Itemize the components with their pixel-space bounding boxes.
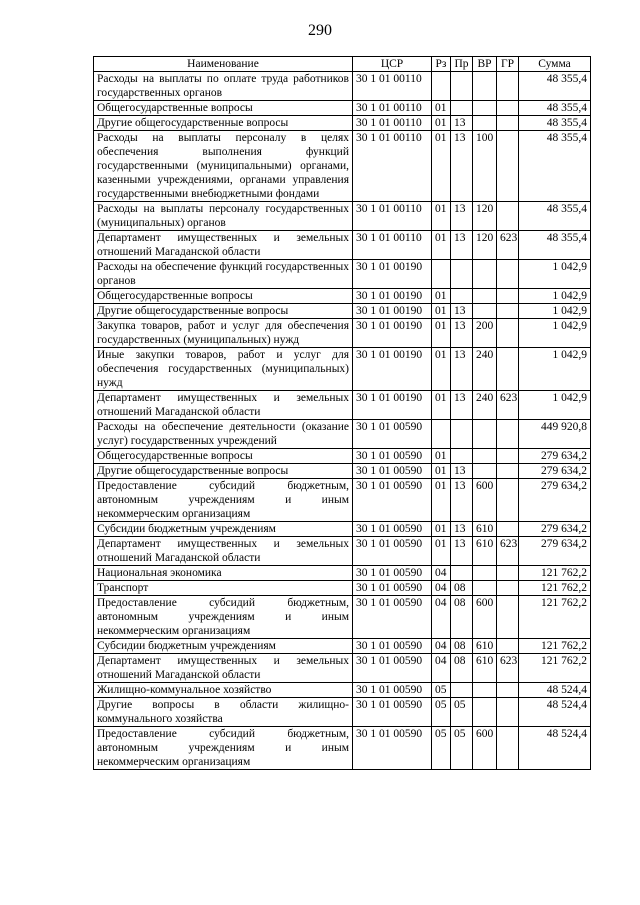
cell-sum: 1 042,9	[519, 348, 591, 391]
cell-vr	[473, 698, 497, 727]
cell-sum: 48 524,4	[519, 683, 591, 698]
cell-name: Другие вопросы в области жилищно-коммунального хозяйства	[94, 698, 353, 727]
cell-vr	[473, 449, 497, 464]
cell-sum: 1 042,9	[519, 260, 591, 289]
cell-vr	[473, 683, 497, 698]
cell-csr: 30 1 01 00190	[353, 348, 432, 391]
cell-name: Расходы на выплаты персоналу государственных (муниципальных) органов	[94, 202, 353, 231]
cell-name: Расходы на выплаты по оплате труда работников государственных органов	[94, 72, 353, 101]
cell-name: Департамент имущественных и земельных отношений Магаданской области	[94, 231, 353, 260]
cell-name: Другие общегосударственные вопросы	[94, 464, 353, 479]
cell-vr: 610	[473, 639, 497, 654]
header-csr: ЦСР	[353, 57, 432, 72]
table-row	[94, 72, 591, 101]
cell-pr: 13	[451, 304, 473, 319]
cell-rz: 04	[432, 639, 451, 654]
cell-pr: 13	[451, 202, 473, 231]
table-row	[94, 698, 591, 727]
cell-rz: 01	[432, 304, 451, 319]
cell-vr: 600	[473, 479, 497, 522]
cell-csr: 30 1 01 00110	[353, 101, 432, 116]
cell-rz: 01	[432, 116, 451, 131]
cell-csr: 30 1 01 00590	[353, 464, 432, 479]
cell-rz: 01	[432, 464, 451, 479]
table-row	[94, 260, 591, 289]
cell-csr: 30 1 01 00110	[353, 231, 432, 260]
page-number: 290	[308, 22, 332, 39]
header-vr: ВР	[473, 57, 497, 72]
header-rz: Рз	[432, 57, 451, 72]
cell-gr	[497, 727, 519, 770]
cell-name: Общегосударственные вопросы	[94, 449, 353, 464]
cell-csr: 30 1 01 00590	[353, 537, 432, 566]
table-row	[94, 479, 591, 522]
cell-rz: 01	[432, 202, 451, 231]
cell-gr	[497, 131, 519, 202]
cell-name: Департамент имущественных и земельных отношений Магаданской области	[94, 654, 353, 683]
table-row	[94, 116, 591, 131]
cell-rz	[432, 260, 451, 289]
cell-vr	[473, 420, 497, 449]
cell-sum: 279 634,2	[519, 537, 591, 566]
cell-csr: 30 1 01 00110	[353, 202, 432, 231]
cell-pr	[451, 72, 473, 101]
table-row	[94, 420, 591, 449]
cell-csr: 30 1 01 00590	[353, 581, 432, 596]
cell-vr	[473, 260, 497, 289]
table-row	[94, 231, 591, 260]
cell-name: Жилищно-коммунальное хозяйство	[94, 683, 353, 698]
table-row	[94, 319, 591, 348]
cell-gr	[497, 72, 519, 101]
cell-sum: 121 762,2	[519, 639, 591, 654]
table-row	[94, 449, 591, 464]
cell-name: Расходы на выплаты персоналу в целях обеспечения выполнения функций государственными (муниципальными) органами, казенными учреждениями, органами управления государственными внебюджетными фондами	[94, 131, 353, 202]
table-row	[94, 101, 591, 116]
cell-vr: 200	[473, 319, 497, 348]
cell-vr: 100	[473, 131, 497, 202]
cell-pr	[451, 420, 473, 449]
cell-rz: 01	[432, 231, 451, 260]
cell-vr: 240	[473, 348, 497, 391]
cell-name: Департамент имущественных и земельных отношений Магаданской области	[94, 537, 353, 566]
cell-rz: 01	[432, 479, 451, 522]
header-name: Наименование	[94, 57, 353, 72]
header-sum: Сумма	[519, 57, 591, 72]
cell-gr	[497, 522, 519, 537]
cell-name: Другие общегосударственные вопросы	[94, 304, 353, 319]
cell-vr	[473, 116, 497, 131]
cell-sum: 48 355,4	[519, 131, 591, 202]
cell-vr: 610	[473, 522, 497, 537]
cell-rz: 04	[432, 596, 451, 639]
cell-pr: 13	[451, 537, 473, 566]
cell-csr: 30 1 01 00590	[353, 727, 432, 770]
cell-rz: 01	[432, 348, 451, 391]
cell-csr: 30 1 01 00590	[353, 420, 432, 449]
cell-gr	[497, 289, 519, 304]
table-row	[94, 581, 591, 596]
cell-pr: 05	[451, 698, 473, 727]
cell-csr: 30 1 01 00590	[353, 596, 432, 639]
cell-csr: 30 1 01 00590	[353, 522, 432, 537]
cell-csr: 30 1 01 00590	[353, 639, 432, 654]
cell-name: Предоставление субсидий бюджетным, автономным учреждениям и иным некоммерческим организациям	[94, 479, 353, 522]
cell-sum: 48 355,4	[519, 116, 591, 131]
cell-rz	[432, 72, 451, 101]
table-row	[94, 727, 591, 770]
cell-name: Расходы на обеспечение функций государственных органов	[94, 260, 353, 289]
cell-csr: 30 1 01 00590	[353, 654, 432, 683]
table-row	[94, 566, 591, 581]
cell-gr	[497, 101, 519, 116]
cell-name: Общегосударственные вопросы	[94, 101, 353, 116]
cell-gr	[497, 420, 519, 449]
table-header-row	[94, 57, 591, 72]
cell-rz: 04	[432, 566, 451, 581]
cell-sum: 48 355,4	[519, 202, 591, 231]
cell-vr: 600	[473, 727, 497, 770]
cell-gr	[497, 464, 519, 479]
cell-pr: 08	[451, 639, 473, 654]
cell-gr	[497, 260, 519, 289]
cell-sum: 1 042,9	[519, 289, 591, 304]
table-row	[94, 537, 591, 566]
cell-sum: 48 524,4	[519, 698, 591, 727]
table-row	[94, 131, 591, 202]
cell-gr: 623	[497, 654, 519, 683]
cell-gr: 623	[497, 231, 519, 260]
cell-name: Субсидии бюджетным учреждениям	[94, 639, 353, 654]
cell-pr	[451, 101, 473, 116]
cell-name: Предоставление субсидий бюджетным, автономным учреждениям и иным некоммерческим организациям	[94, 596, 353, 639]
cell-sum: 279 634,2	[519, 522, 591, 537]
cell-gr: 623	[497, 391, 519, 420]
cell-rz: 05	[432, 698, 451, 727]
cell-name: Другие общегосударственные вопросы	[94, 116, 353, 131]
cell-sum: 279 634,2	[519, 449, 591, 464]
cell-gr	[497, 449, 519, 464]
cell-name: Иные закупки товаров, работ и услуг для обеспечения государственных (муниципальных) нужд	[94, 348, 353, 391]
cell-sum: 48 355,4	[519, 231, 591, 260]
table-row	[94, 639, 591, 654]
cell-pr	[451, 683, 473, 698]
table-row	[94, 304, 591, 319]
cell-vr	[473, 101, 497, 116]
cell-sum: 48 355,4	[519, 101, 591, 116]
cell-csr: 30 1 01 00110	[353, 131, 432, 202]
cell-pr	[451, 566, 473, 581]
cell-csr: 30 1 01 00190	[353, 260, 432, 289]
cell-rz: 01	[432, 537, 451, 566]
cell-gr	[497, 566, 519, 581]
table-row	[94, 391, 591, 420]
cell-pr: 13	[451, 522, 473, 537]
table-row	[94, 348, 591, 391]
cell-gr	[497, 319, 519, 348]
header-gr: ГР	[497, 57, 519, 72]
cell-rz: 01	[432, 289, 451, 304]
cell-pr: 13	[451, 391, 473, 420]
cell-vr	[473, 566, 497, 581]
cell-pr	[451, 289, 473, 304]
table-row	[94, 289, 591, 304]
table-row	[94, 596, 591, 639]
cell-csr: 30 1 01 00190	[353, 319, 432, 348]
cell-vr	[473, 464, 497, 479]
cell-sum: 1 042,9	[519, 319, 591, 348]
cell-pr	[451, 260, 473, 289]
cell-pr: 08	[451, 581, 473, 596]
cell-sum: 1 042,9	[519, 391, 591, 420]
cell-vr: 600	[473, 596, 497, 639]
budget-table	[93, 56, 591, 770]
cell-name: Закупка товаров, работ и услуг для обеспечения государственных (муниципальных) нужд	[94, 319, 353, 348]
cell-csr: 30 1 01 00590	[353, 698, 432, 727]
cell-sum: 279 634,2	[519, 479, 591, 522]
cell-name: Субсидии бюджетным учреждениям	[94, 522, 353, 537]
cell-name: Транспорт	[94, 581, 353, 596]
cell-csr: 30 1 01 00110	[353, 116, 432, 131]
cell-sum: 1 042,9	[519, 304, 591, 319]
cell-csr: 30 1 01 00190	[353, 304, 432, 319]
cell-vr: 240	[473, 391, 497, 420]
cell-vr	[473, 72, 497, 101]
cell-csr: 30 1 01 00590	[353, 479, 432, 522]
cell-rz: 05	[432, 683, 451, 698]
cell-sum: 279 634,2	[519, 464, 591, 479]
cell-pr: 13	[451, 116, 473, 131]
cell-rz: 05	[432, 727, 451, 770]
cell-gr	[497, 596, 519, 639]
cell-sum: 121 762,2	[519, 596, 591, 639]
cell-pr	[451, 449, 473, 464]
cell-gr	[497, 698, 519, 727]
table-row	[94, 683, 591, 698]
cell-vr: 610	[473, 537, 497, 566]
cell-sum: 48 524,4	[519, 727, 591, 770]
cell-pr: 13	[451, 348, 473, 391]
cell-rz: 01	[432, 101, 451, 116]
cell-gr	[497, 639, 519, 654]
cell-rz: 01	[432, 522, 451, 537]
cell-pr: 05	[451, 727, 473, 770]
cell-csr: 30 1 01 00190	[353, 391, 432, 420]
cell-csr: 30 1 01 00110	[353, 72, 432, 101]
cell-gr	[497, 479, 519, 522]
cell-vr	[473, 289, 497, 304]
cell-name: Расходы на обеспечение деятельности (оказание услуг) государственных учреждений	[94, 420, 353, 449]
cell-rz: 01	[432, 319, 451, 348]
table-row	[94, 522, 591, 537]
cell-gr	[497, 683, 519, 698]
cell-rz: 04	[432, 581, 451, 596]
cell-vr	[473, 304, 497, 319]
cell-sum: 121 762,2	[519, 654, 591, 683]
cell-csr: 30 1 01 00590	[353, 683, 432, 698]
cell-csr: 30 1 01 00190	[353, 289, 432, 304]
cell-pr: 08	[451, 596, 473, 639]
header-pr: Пр	[451, 57, 473, 72]
cell-csr: 30 1 01 00590	[353, 449, 432, 464]
cell-pr: 13	[451, 319, 473, 348]
cell-rz: 01	[432, 449, 451, 464]
cell-name: Предоставление субсидий бюджетным, автономным учреждениям и иным некоммерческим организациям	[94, 727, 353, 770]
cell-vr: 120	[473, 202, 497, 231]
cell-rz: 04	[432, 654, 451, 683]
cell-rz: 01	[432, 131, 451, 202]
cell-vr	[473, 581, 497, 596]
cell-name: Департамент имущественных и земельных отношений Магаданской области	[94, 391, 353, 420]
cell-name: Общегосударственные вопросы	[94, 289, 353, 304]
cell-csr: 30 1 01 00590	[353, 566, 432, 581]
cell-vr: 610	[473, 654, 497, 683]
cell-gr	[497, 348, 519, 391]
cell-gr	[497, 116, 519, 131]
cell-sum: 48 355,4	[519, 72, 591, 101]
cell-sum: 449 920,8	[519, 420, 591, 449]
table-row	[94, 464, 591, 479]
cell-sum: 121 762,2	[519, 581, 591, 596]
cell-pr: 08	[451, 654, 473, 683]
cell-sum: 121 762,2	[519, 566, 591, 581]
table-row	[94, 654, 591, 683]
cell-gr	[497, 304, 519, 319]
cell-rz	[432, 420, 451, 449]
cell-rz: 01	[432, 391, 451, 420]
cell-vr: 120	[473, 231, 497, 260]
cell-pr: 13	[451, 131, 473, 202]
cell-gr: 623	[497, 537, 519, 566]
cell-pr: 13	[451, 231, 473, 260]
cell-pr: 13	[451, 464, 473, 479]
cell-pr: 13	[451, 479, 473, 522]
table-body	[94, 72, 591, 770]
cell-name: Национальная экономика	[94, 566, 353, 581]
cell-gr	[497, 202, 519, 231]
table-row	[94, 202, 591, 231]
cell-gr	[497, 581, 519, 596]
